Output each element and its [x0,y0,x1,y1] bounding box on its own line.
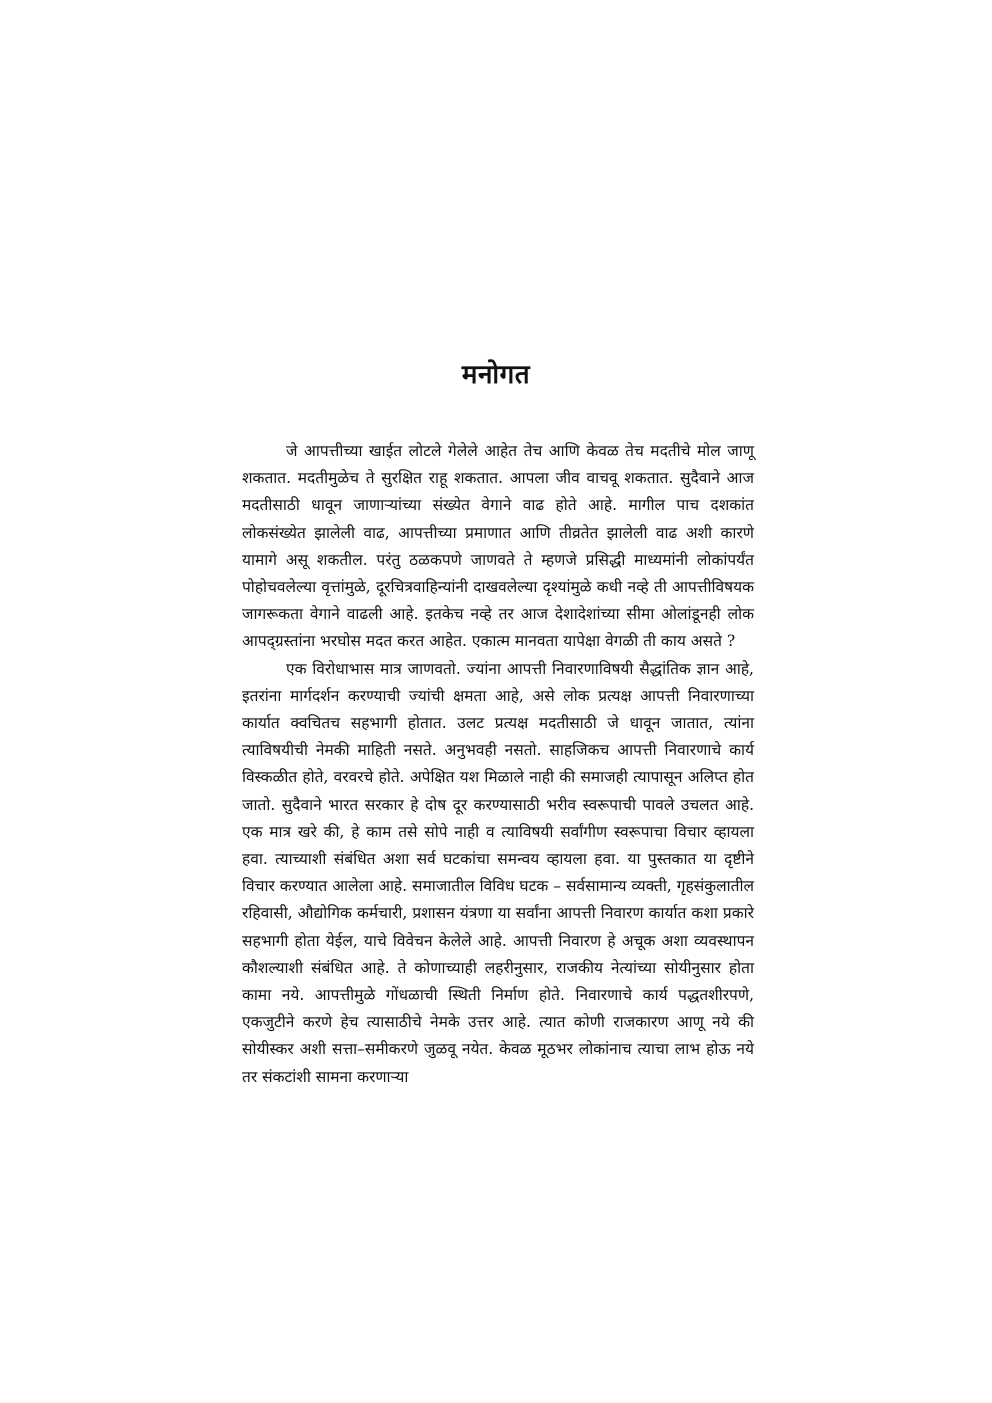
paragraph-1: जे आपत्तीच्या खाईत लोटले गेलेले आहेत तेच आणि केवळ तेच मदतीचे मोल जाणू शकतात. मदतीमुळेच ते सुरक्षित राहू शकतात. आपला जीव वाचवू शकतात. सुदैवाने आज मदतीसाठी धावून जाणाऱ्यांच्या संख्येत वेगाने वाढ होते आहे. मागील पाच दशकांत लोकसंख्येत झालेली वाढ, आपत्तीच्या प्रमाणात आणि तीव्रतेत झालेली वाढ अशी कारणे यामागे असू शकतील. परंतु ठळकपणे जाणवते ते म्हणजे प्रसिद्धी माध्यमांनी लोकांपर्यंत पोहोचवलेल्या वृत्तांमुळे, दूरचित्रवाहिन्यांनी दाखवलेल्या दृश्यांमुळे कधी नव्हे ती आपत्तीविषयक जागरूकता वेगाने वाढली आहे. इतकेच नव्हे तर आज देशादेशांच्या सीमा ओलांडूनही लोक आपद्ग्रस्तांना भरघोस मदत करत आहेत. एकात्म मानवता यापेक्षा वेगळी ती काय असते ? [242,442,754,651]
paragraph-2: एक विरोधाभास मात्र जाणवतो. ज्यांना आपत्ती निवारणाविषयी सैद्धांतिक ज्ञान आहे, इतरांना मार्गदर्शन करण्याची ज्यांची क्षमता आहे, असे लोक प्रत्यक्ष आपत्ती निवारणाच्या कार्यात क्वचितच सहभागी होतात. उलट प्रत्यक्ष मदतीसाठी जे धावून जातात, त्यांना त्याविषयीची नेमकी माहिती नसते. अनुभवही नसतो. साहजिकच आपत्ती निवारणाचे कार्य विस्कळीत होते, वरवरचे होते. अपेक्षित यश मिळाले नाही की समाजही त्यापासून अलिप्त होत जातो. सुदैवाने भारत सरकार हे दोष दूर करण्यासाठी भरीव स्वरूपाची पावले उचलत आहे. एक मात्र खरे की, हे काम तसे सोपे नाही व त्याविषयी सर्वांगीण स्वरूपाचा विचार व्हायला हवा. त्याच्याशी संबंधित अशा सर्व घटकांचा समन्वय व्हायला हवा. या पुस्तकात या दृष्टीने विचार करण्यात आलेला आहे. समाजातील विविध घटक – सर्वसामान्य व्यक्ती, गृहसंकुलातील रहिवासी, औद्योगिक कर्मचारी, प्रशासन यंत्रणा या सर्वांना आपत्ती निवारण कार्यात कशा प्रकारे सहभागी होता येईल, याचे विवेचन केलेले आहे. आपत्ती निवारण हे अचूक अशा व्यवस्थापन कौशल्याशी संबंधित आहे. ते कोणाच्याही लहरीनुसार, राजकीय नेत्यांच्या सोयीनुसार होता कामा नये. आपत्तीमुळे गोंधळाची स्थिती निर्माण होते. निवारणाचे कार्य पद्धतशीरपणे, एकजुटीने करणे हेच त्यासाठीचे नेमके उत्तर आहे. त्यात कोणी राजकारण आणू नये की सोयीस्कर अशी सत्ता–समीकरणे जुळवू नयेत. केवळ मूठभर लोकांनाच त्याचा लाभ होऊ नये तर संकटांशी सामना करणाऱ्या [242,659,754,1086]
page-title: मनोगत [461,360,531,390]
body-text [242,438,754,1091]
